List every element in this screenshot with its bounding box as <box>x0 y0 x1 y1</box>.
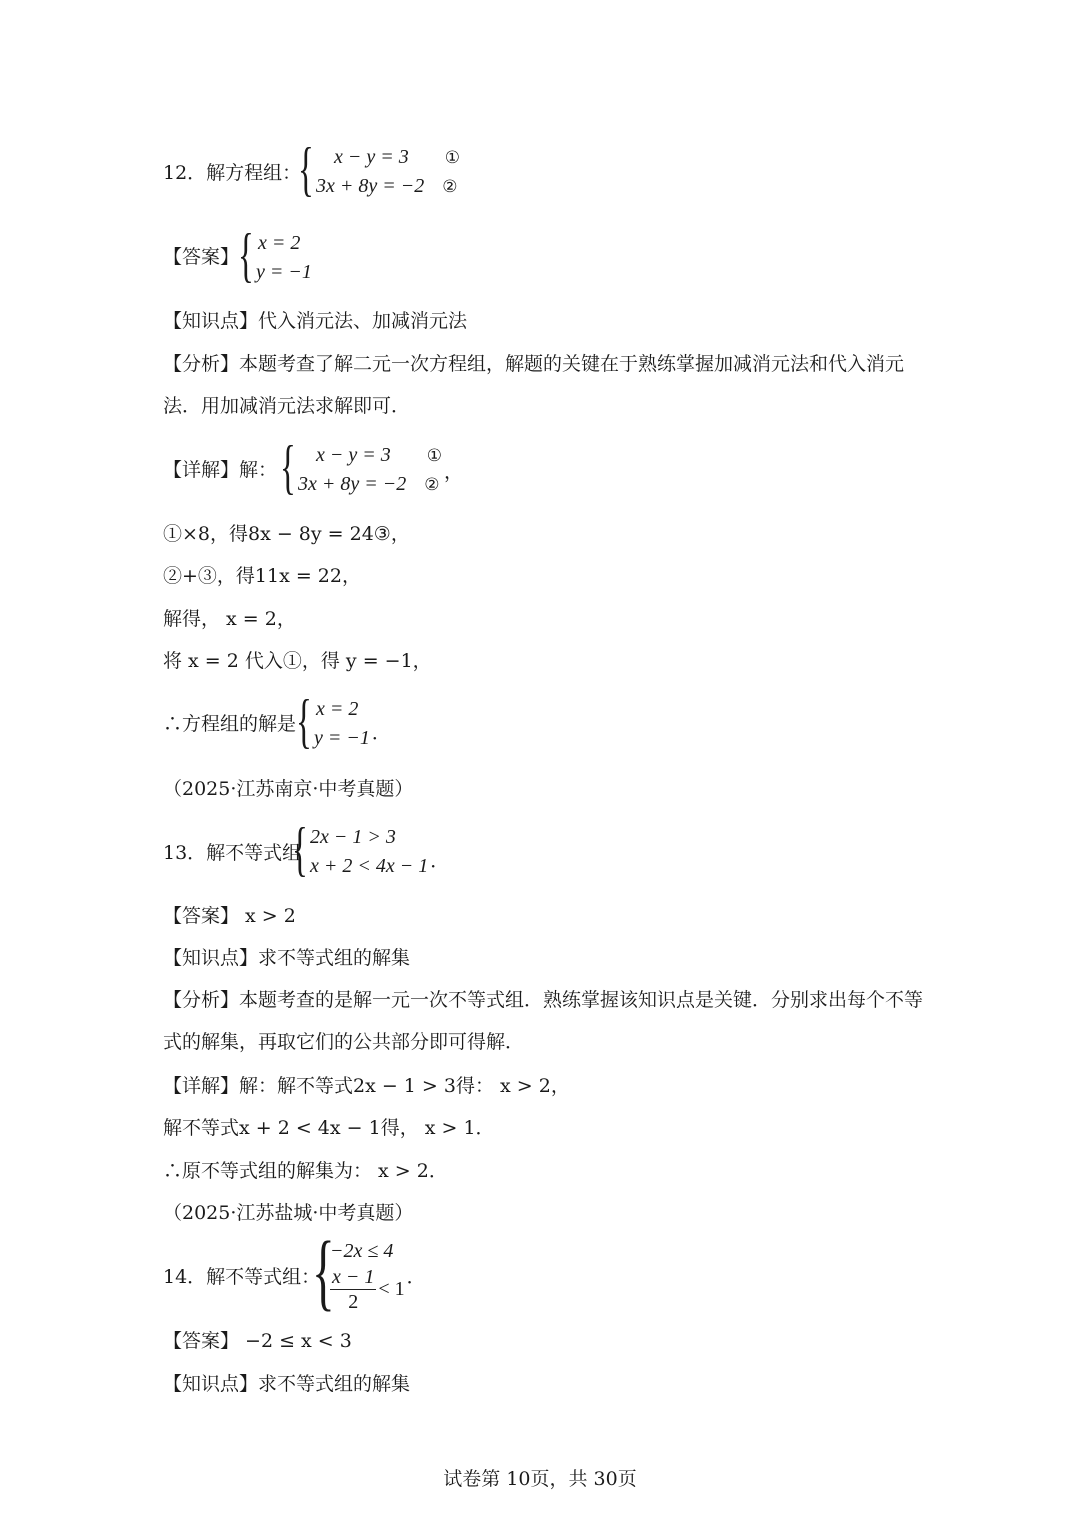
q12-conclusion-y: y = −1 <box>314 727 370 749</box>
brace-icon: { <box>298 136 314 202</box>
q12-eq1: x − y = 3 <box>334 146 409 168</box>
q12-detail-suffix: ， <box>444 460 464 483</box>
q12-detail-eq1: x − y = 3 <box>316 444 391 466</box>
q13-suffix: ． <box>430 849 450 872</box>
q14-ineq2-rest: < 1 <box>378 1277 405 1300</box>
q12-prefix: 12．解方程组： <box>163 162 302 184</box>
q12-detail-eq2-mark: ② <box>424 475 440 495</box>
q12-conclusion-prefix: ∴方程组的解是 <box>163 713 297 735</box>
q13-detail-line3: ∴原不等式组的解集为： x > 2． <box>163 1160 448 1182</box>
q12-detail-eq1-mark: ① <box>426 446 442 466</box>
q13-answer: 【答案】 x > 2 <box>163 905 296 927</box>
q13-detail-line1: 【详解】解：解不等式2x − 1 > 3得： x > 2， <box>163 1075 570 1097</box>
source-14: （2025·江苏盐城·中考真题） <box>163 1202 414 1224</box>
q13-analysis-line2: 式的解集，再取它们的公共部分即可得解． <box>163 1031 525 1053</box>
q13-inequality-system <box>292 816 450 882</box>
q12-eq2: 3x + 8y = −2 <box>316 175 425 197</box>
q14-suffix: ． <box>406 1265 426 1288</box>
brace-icon: { <box>292 816 308 882</box>
q14-frac-den: 2 <box>348 1290 359 1313</box>
q12-step3: 解得， x = 2， <box>163 608 296 630</box>
brace-icon: { <box>238 222 254 288</box>
q12-conclusion-suffix: ． <box>371 721 391 744</box>
q12-analysis-line2: 法．用加减消元法求解即可． <box>163 395 411 417</box>
q12-step2: ②+③，得11x = 22， <box>163 565 361 587</box>
q13-detail-line2: 解不等式x + 2 < 4x − 1得， x > 1． <box>163 1117 495 1139</box>
q12-step1: ①×8，得8x − 8y = 24③， <box>163 523 410 545</box>
q12-answer-x: x = 2 <box>258 232 301 254</box>
q12-answer-system <box>238 222 312 288</box>
q12-eq1-mark: ① <box>444 148 460 168</box>
q13-prefix: 13．解不等式组 <box>163 842 302 864</box>
q12-detail-eq2: 3x + 8y = −2 <box>298 473 407 495</box>
q12-answer-label: 【答案】 <box>163 246 240 268</box>
page-footer: 试卷第 10页，共 30页 <box>443 1468 637 1490</box>
q12-conclusion-x: x = 2 <box>316 698 359 720</box>
source-13: （2025·江苏南京·中考真题） <box>163 778 414 800</box>
q14-answer: 【答案】 −2 ≤ x < 3 <box>163 1330 352 1352</box>
brace-icon: { <box>312 1223 335 1319</box>
q14-prefix: 14．解不等式组： <box>163 1266 321 1288</box>
q12-eq2-mark: ② <box>442 177 458 197</box>
q13-knowledge: 【知识点】求不等式组的解集 <box>163 947 411 969</box>
q14-knowledge: 【知识点】求不等式组的解集 <box>163 1373 411 1395</box>
brace-icon: { <box>280 434 296 500</box>
q13-ineq2: x + 2 < 4x − 1 <box>310 855 429 877</box>
q14-ineq1: −2x ≤ 4 <box>330 1239 394 1262</box>
q12-equation-system <box>298 136 460 202</box>
q12-detail-system <box>280 434 464 500</box>
q14-frac-num: x − 1 <box>332 1265 375 1288</box>
q14-fraction <box>330 1265 376 1314</box>
q12-analysis-line1: 【分析】本题考查了解二元一次方程组，解题的关键在于熟练掌握加减消元法和代入消元 <box>163 353 905 375</box>
q12-knowledge: 【知识点】代入消元法、加减消元法 <box>163 310 468 332</box>
brace-icon: { <box>296 688 312 754</box>
q12-conclusion-system <box>296 688 391 754</box>
q12-answer-y: y = −1 <box>256 261 312 283</box>
q12-detail-prefix: 【详解】解： <box>163 459 278 481</box>
q14-inequality-system <box>312 1223 426 1319</box>
q13-ineq1: 2x − 1 > 3 <box>310 826 396 848</box>
q12-step4: 将 x = 2 代入①，得 y = −1， <box>163 650 432 672</box>
q13-analysis-line1: 【分析】本题考查的是解一元一次不等式组．熟练掌握该知识点是关键．分别求出每个不等 <box>163 989 924 1011</box>
